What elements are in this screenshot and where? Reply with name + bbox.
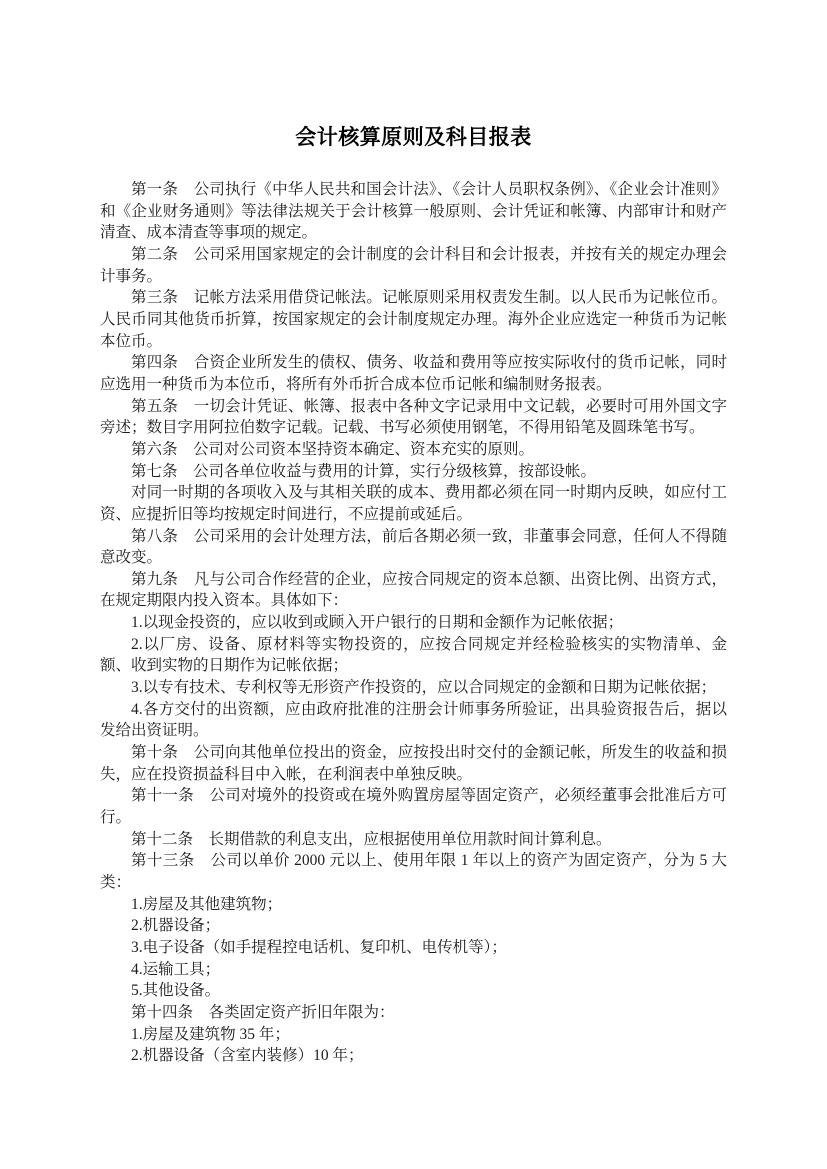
paragraph: 第五条 一切会计凭证、帐簿、报表中各种文字记录用中文记载，必要时可用外国文字旁述；数目字用阿拉伯数字记载。记载、书写必须使用钢笔，不得用铅笔及圆珠笔书写。	[100, 397, 727, 437]
paragraph: 第十二条 长期借款的利息支出，应根据使用单位用款时间计算利息。	[131, 830, 612, 848]
paragraph: 第十三条 公司以单价 2000 元以上、使用年限 1 年以上的资产为固定资产，分为 5 大类：	[100, 852, 727, 891]
paragraph: 第九条 凡与公司合作经营的企业，应按合同规定的资本总额、出资比例、出资方式，在规定期限内投入资本。具体如下：	[100, 570, 727, 610]
paragraph: 第六条 公司对公司资本坚持资本确定、资本充实的原则。	[131, 440, 535, 458]
paragraph: 第十条 公司向其他单位投出的资金，应按投出时交付的金额记帐，所发生的收益和损失，应在投资损益科目中入帐，在利润表中单独反映。	[100, 744, 727, 783]
document-title: 会计核算原则及科目报表	[295, 126, 532, 149]
paragraph: 第四条 合资企业所发生的债权、债务、收益和费用等应按实际收付的货币记帐，同时应选用一种货币为本位币，将所有外币折合成本位币记帐和编制财务报表。	[100, 354, 727, 393]
paragraph: 3.电子设备（如手提程控电话机、复印机、电传机等）；	[131, 938, 507, 956]
document-body	[100, 179, 727, 1067]
paragraph: 3.以专有技术、专利权等无形资产作投资的，应以合同规定的金额和日期为记帐依据；	[131, 679, 717, 697]
paragraph: 第一条 公司执行《中华人民共和国会计法》、《会计人员职权条例》、《企业会计准则》和《企业财务通则》等法律法规关于会计核算一般原则、会计凭证和帐簿、内部审计和财产清查、成本清查等事项的规定。	[100, 181, 727, 242]
paragraph: 第二条 公司采用国家规定的会计制度的会计科目和会计报表，并按有关的规定办理会计事务。	[100, 245, 727, 285]
paragraph: 第十四条 各类固定资产折旧年限为：	[131, 1003, 395, 1021]
paragraph: 2.以厂房、设备、原材料等实物投资的，应按合同规定并经检验核实的实物清单、金额、收到实物的日期作为记帐依据；	[100, 635, 727, 675]
paragraph: 1.房屋及建筑物 35 年；	[131, 1025, 290, 1043]
paragraph: 4.各方交付的出资额，应由政府批准的注册会计师事务所验证，出具验资报告后，据以发给出资证明。	[100, 700, 727, 740]
paragraph: 对同一时期的各项收入及与其相关联的成本、费用都必须在同一时期内反映，如应付工资、应提折旧等均按规定时间进行，不应提前或延后。	[100, 484, 727, 523]
paragraph: 1.以现金投资的，应以收到或顾入开户银行的日期和金额作为记帐依据；	[131, 614, 624, 632]
paragraph: 2.机器设备（含室内装修）10 年；	[131, 1047, 364, 1065]
paragraph: 第七条 公司各单位收益与费用的计算，实行分级核算，按部设帐。	[131, 462, 597, 480]
paragraph: 第三条 记帐方法采用借贷记帐法。记帐原则采用权责发生制。以人民币为记帐位币。人民币同其他货币折算，按国家规定的会计制度规定办理。海外企业应选定一种货币为记帐本位币。	[100, 289, 727, 350]
paragraph: 1.房屋及其他建筑物；	[131, 895, 283, 913]
paragraph: 2.机器设备；	[131, 917, 221, 935]
paragraph: 第八条 公司采用的会计处理方法，前后各期必须一致，非董事会同意，任何人不得随意改变。	[100, 527, 727, 567]
paragraph: 第十一条 公司对境外的投资或在境外购置房屋等固定资产，必须经董事会批准后方可行。	[100, 787, 727, 827]
paragraph: 4.运输工具；	[131, 960, 221, 978]
paragraph: 5.其他设备。	[131, 982, 221, 1000]
